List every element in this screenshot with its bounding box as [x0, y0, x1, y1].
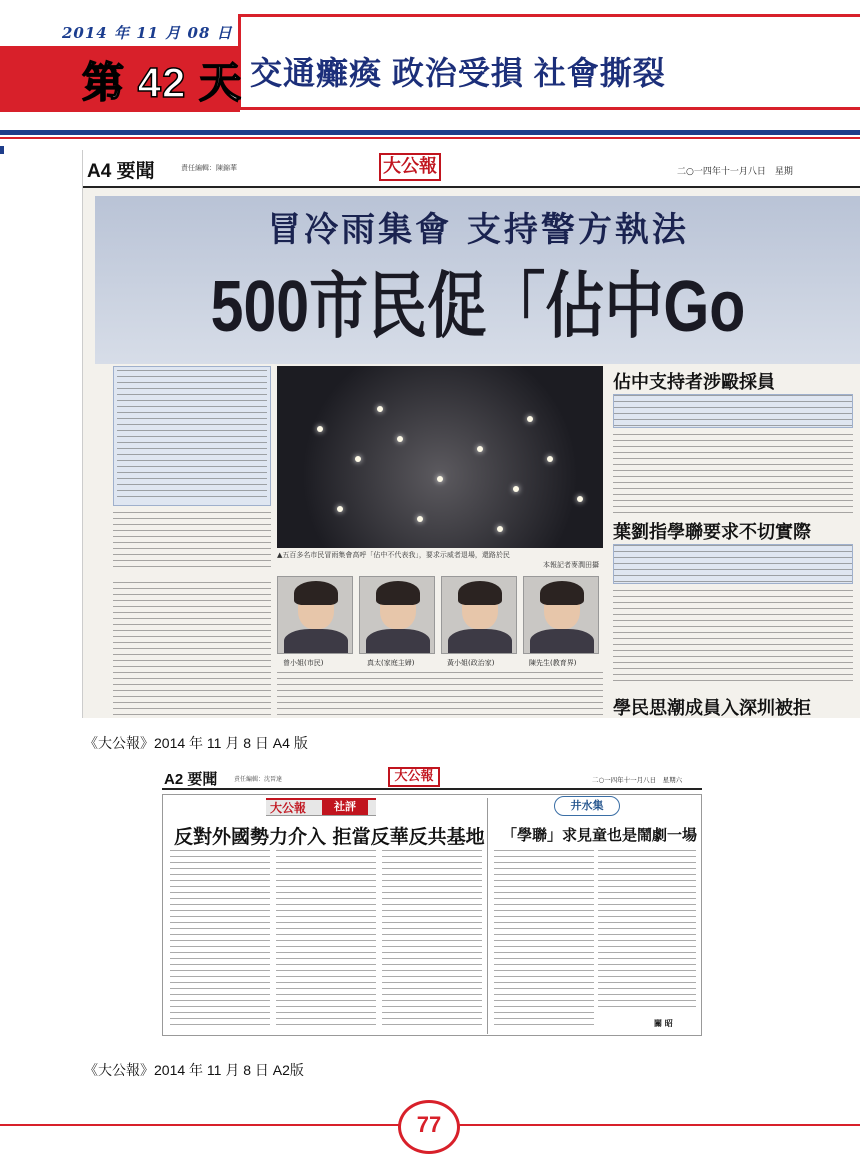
editorial-paper-name: 大公報 — [270, 801, 307, 815]
column-title: 「學聯」求見童也是鬧劇一場 — [502, 826, 698, 844]
lead-paragraph-box — [113, 366, 271, 506]
column-author: 關 昭 — [654, 1019, 673, 1028]
article-main-title: 500市民促「佔中Go — [210, 267, 746, 347]
page-number: 77 — [416, 1112, 442, 1137]
portrait-label: 曾小姐(市民) — [283, 659, 324, 667]
editor-credit: 責任編輯：沈晉達 — [234, 776, 283, 783]
editorial-text-column — [276, 850, 376, 1030]
side-story-lead — [613, 544, 853, 584]
portrait-photo — [441, 576, 517, 654]
body-text-column — [113, 512, 271, 572]
body-text-column — [277, 672, 603, 718]
rally-photo — [277, 366, 603, 548]
editorial-label: 社評 — [322, 799, 368, 815]
newspaper-clipping-a2 — [162, 766, 702, 1036]
header-rule-red — [0, 137, 860, 139]
editorial-text-column — [382, 850, 482, 1030]
body-text-column — [113, 582, 271, 716]
day-counter-label: 第 42 天 — [82, 59, 243, 106]
newspaper-clipping-a4 — [82, 150, 860, 718]
editor-credit: 責任編輯：陳錦華 — [181, 164, 237, 172]
portrait-label: 黃小姐(政治家) — [447, 659, 495, 667]
article-subheadline: 冒冷雨集會 支持警方執法 — [267, 210, 689, 250]
portrait-photo — [359, 576, 435, 654]
side-story-lead — [613, 394, 853, 428]
clipping-masthead — [162, 766, 702, 790]
header-rule-blue — [0, 130, 860, 135]
column-text-column — [598, 850, 696, 1010]
photo-credit: 本報記者麥潤田攝 — [543, 561, 599, 569]
clipping-date: 二○一四年十一月八日 星期六 — [592, 776, 683, 784]
newspaper-logo: 大公報 — [388, 767, 440, 787]
section-label: A4 要聞 — [87, 161, 155, 182]
article-banner — [95, 196, 860, 364]
side-story-headline: 學民思潮成員入深圳被拒 — [613, 698, 811, 718]
clipping-date: 二○一四年十一月八日 星期 — [677, 167, 793, 177]
issue-date: 2014 年 11 月 08 日 — [62, 24, 233, 42]
editorial-title: 反對外國勢力介入 拒當反華反共基地 — [174, 826, 485, 848]
side-story-headline: 葉劉指學聯要求不切實際 — [613, 522, 811, 543]
body-text-column — [613, 434, 853, 514]
newspaper-logo: 大公報 — [379, 153, 441, 181]
clipping-caption-a2: 《大公報》2014 年 11 月 8 日 A2版 — [84, 1062, 304, 1078]
portrait-label: 真太(家庭主婦) — [367, 659, 415, 667]
margin-mark — [0, 146, 4, 154]
body-text-column — [613, 590, 853, 686]
column-tag: 井水集 — [554, 796, 620, 816]
photo-caption: ▲五百多名市民冒雨集會高呼「佔中不代表我」，要求示威者退場，還路於民 — [277, 551, 510, 559]
portrait-photo — [277, 576, 353, 654]
clipping-masthead — [83, 150, 860, 188]
portrait-photo — [523, 576, 599, 654]
clipping-caption-a4: 《大公報》2014 年 11 月 8 日 A4 版 — [84, 735, 308, 751]
column-divider — [487, 798, 488, 1034]
column-text-column — [494, 850, 594, 1030]
page-headline: 交通癱瘓 政治受損 社會撕裂 — [250, 55, 666, 91]
side-story-headline: 佔中支持者涉毆採員 — [613, 372, 775, 393]
portrait-label: 陳先生(教育界) — [529, 659, 577, 667]
section-label: A2 要聞 — [164, 771, 218, 788]
editorial-text-column — [170, 850, 270, 1030]
